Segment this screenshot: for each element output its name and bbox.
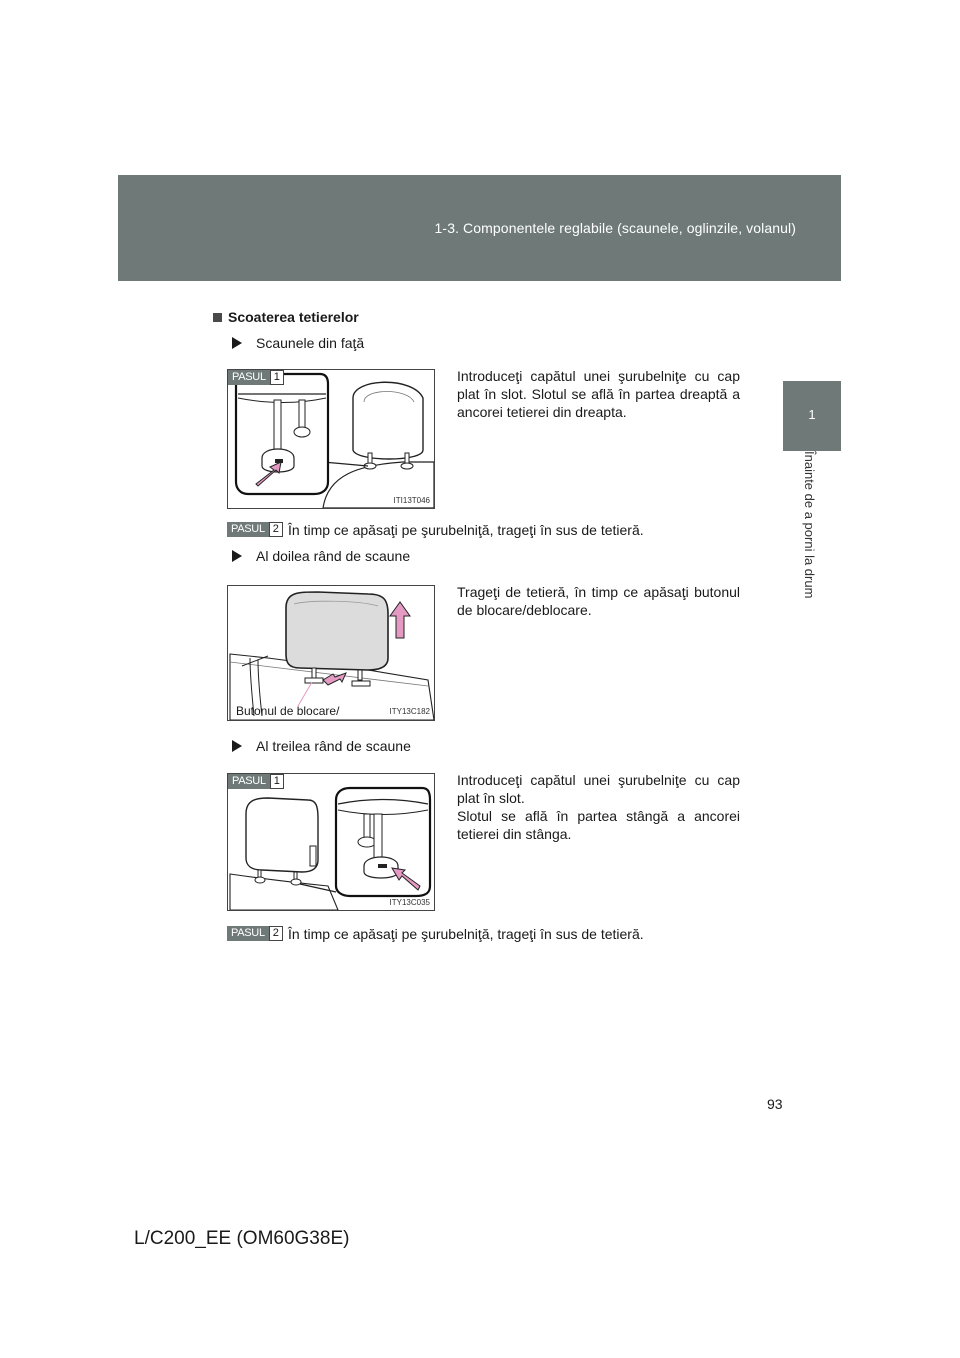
header-title: 1-3. Componentele reglabile (scaunele, oglinzile, volanul) (434, 220, 796, 236)
second-row-text: Trageţi de tetieră, în timp ce apăsaţi butonul de blocare/deblocare. (457, 584, 740, 618)
front-step2-text: În timp ce apăsaţi pe şurubelniţă, trageţi în sus de tetieră. (288, 522, 644, 538)
figure-code: ITY13C182 (389, 707, 430, 716)
step-badge: PASUL 1 (228, 774, 284, 789)
step-badge: PASUL 1 (228, 370, 284, 385)
lock-button-label: Butonul de blocare/ (236, 704, 340, 718)
subsection-third-row: Al treilea rând de scaune (232, 738, 411, 754)
front-step1-text: Introduceţi capătul unei şurubelniţe cu cap plat în slot. Slotul se află în partea dreaptă a ancorei tetierei din dreapta. (457, 368, 740, 420)
front-headrest-illustration (228, 370, 434, 508)
second-row-headrest-illustration (228, 586, 434, 720)
model-code: L/C200_EE (OM60G38E) (134, 1228, 350, 1249)
subsection-second-row: Al doilea rând de scaune (232, 548, 410, 564)
step-badge: PASUL 2 (227, 522, 283, 537)
third-row-step1-text: Introduceţi capătul unei şurubelniţe cu cap plat în slot. Slotul se află în partea stângă a ancorei tetierei din stânga. (457, 772, 740, 842)
figure-code: ITI13T046 (393, 496, 430, 505)
chapter-number: 1 (808, 407, 816, 422)
arrow-bullet-icon (232, 740, 242, 752)
arrow-bullet-icon (232, 550, 242, 562)
page-number: 93 (767, 1096, 783, 1112)
arrow-bullet-icon (232, 337, 242, 349)
third-row-step2-text: În timp ce apăsaţi pe şurubelniţă, trageţi în sus de tetieră. (288, 926, 644, 942)
figure-third-row (227, 773, 435, 911)
subsection-front-seats: Scaunele din faţă (232, 335, 364, 351)
figure-second-row (227, 585, 435, 721)
figure-front-seat (227, 369, 435, 509)
section-heading: Scoaterea tetierelor (213, 309, 359, 325)
step-badge: PASUL 2 (227, 926, 283, 941)
figure-code: ITY13C035 (389, 898, 430, 907)
chapter-header (118, 175, 841, 281)
third-row-headrest-illustration (228, 774, 434, 910)
chapter-tab (783, 381, 841, 451)
chapter-side-label: Înainte de a porni la drum (802, 451, 817, 599)
square-bullet-icon (213, 313, 222, 322)
